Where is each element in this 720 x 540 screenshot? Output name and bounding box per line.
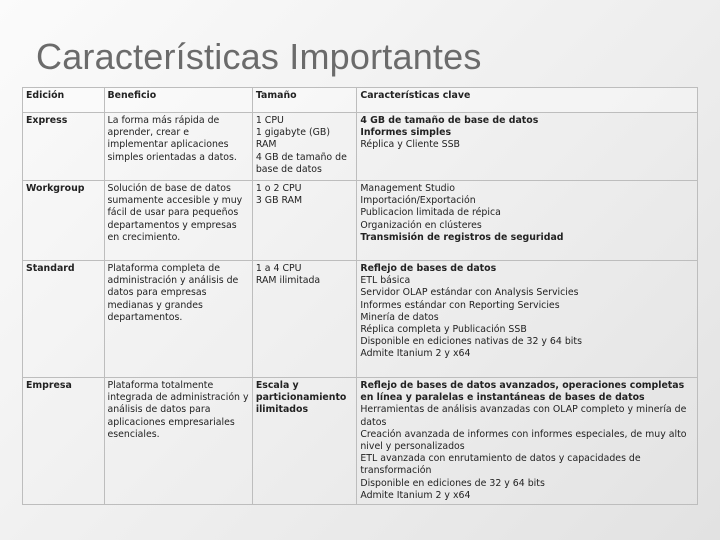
cell-line: Reflejo de bases de datos xyxy=(360,263,497,274)
features-cell xyxy=(357,378,698,505)
edition-name: Express xyxy=(23,113,105,181)
header-caracteristicas: Características clave xyxy=(357,88,698,113)
cell-line: 4 GB de tamaño de base de datos xyxy=(360,115,539,126)
size-cell xyxy=(252,261,356,378)
edition-name: Workgroup xyxy=(23,181,105,261)
benefit-text: La forma más rápida de aprender, crear e implementar aplicaciones simples orientadas a datos. xyxy=(104,113,252,181)
editions-table xyxy=(22,87,698,505)
cell-line: Minería de datos xyxy=(360,311,439,323)
header-beneficio: Beneficio xyxy=(104,88,252,113)
cell-line: Réplica completa y Publicación SSB xyxy=(360,324,527,336)
cell-line: 3 GB RAM xyxy=(255,195,303,207)
cell-line: Informes estándar con Reporting Servicies xyxy=(360,299,560,311)
cell-line: Transmisión de registros de seguridad xyxy=(360,231,564,243)
table-row xyxy=(23,113,698,181)
edition-name: Empresa xyxy=(23,378,105,505)
benefit-text: Plataforma totalmente integrada de administración y análisis de datos para aplicaciones empresariales esenciales. xyxy=(104,378,252,505)
table-header-row xyxy=(23,88,698,113)
cell-line: Disponible en ediciones de 32 y 64 bits xyxy=(360,477,545,489)
cell-line: Escala y particionamiento ilimitados xyxy=(255,380,347,416)
cell-line: Admite Itanium 2 y x64 xyxy=(360,348,471,360)
header-edicion: Edición xyxy=(23,88,105,113)
size-cell xyxy=(252,113,356,181)
cell-line: 4 GB de tamaño de base de datos xyxy=(255,151,347,175)
header-tamano: Tamaño xyxy=(252,88,356,113)
benefit-text: Plataforma completa de administración y análisis de datos para empresas medianas y grandes departamentos. xyxy=(104,261,252,378)
cell-line: 1 a 4 CPU xyxy=(255,263,302,274)
cell-line: Reflejo de bases de datos avanzados, operaciones completas en línea y paralelas e instantáneas de bases de datos xyxy=(360,380,685,404)
cell-line: ETL básica xyxy=(360,275,411,287)
cell-line: Herramientas de análisis avanzadas con OLAP completo y minería de datos xyxy=(360,404,687,428)
cell-line: Management Studio xyxy=(360,183,455,194)
table-row xyxy=(23,181,698,261)
cell-line: RAM ilimitada xyxy=(255,275,321,287)
cell-line: ETL avanzada con enrutamiento de datos y capacidades de transformación xyxy=(360,453,641,477)
slide-title: Características Importantes xyxy=(36,36,482,77)
benefit-text: Solución de base de datos sumamente accesible y muy fácil de usar para pequeños departamentos y empresas en crecimiento. xyxy=(104,181,252,261)
cell-line: Admite Itanium 2 y x64 xyxy=(360,489,471,501)
edition-name: Standard xyxy=(23,261,105,378)
table-row xyxy=(23,378,698,505)
features-cell xyxy=(357,261,698,378)
cell-line: Importación/Exportación xyxy=(360,195,476,207)
cell-line: Informes simples xyxy=(360,127,452,139)
table-row xyxy=(23,261,698,378)
cell-line: Réplica y Cliente SSB xyxy=(360,139,460,151)
features-cell xyxy=(357,181,698,261)
size-cell xyxy=(252,181,356,261)
cell-line: 1 CPU xyxy=(255,115,284,126)
cell-line: 1 gigabyte (GB) RAM xyxy=(255,127,330,151)
cell-line: Servidor OLAP estándar con Analysis Servicies xyxy=(360,287,579,299)
cell-line: Disponible en ediciones nativas de 32 y 64 bits xyxy=(360,336,582,348)
cell-line: Publicacion limitada de répica xyxy=(360,207,501,219)
cell-line: 1 o 2 CPU xyxy=(255,183,302,194)
cell-line: Organización en clústeres xyxy=(360,219,482,231)
features-cell xyxy=(357,113,698,181)
cell-line: Creación avanzada de informes con informes especiales, de muy alto nivel y personalizados xyxy=(360,428,687,453)
size-cell xyxy=(252,378,356,505)
